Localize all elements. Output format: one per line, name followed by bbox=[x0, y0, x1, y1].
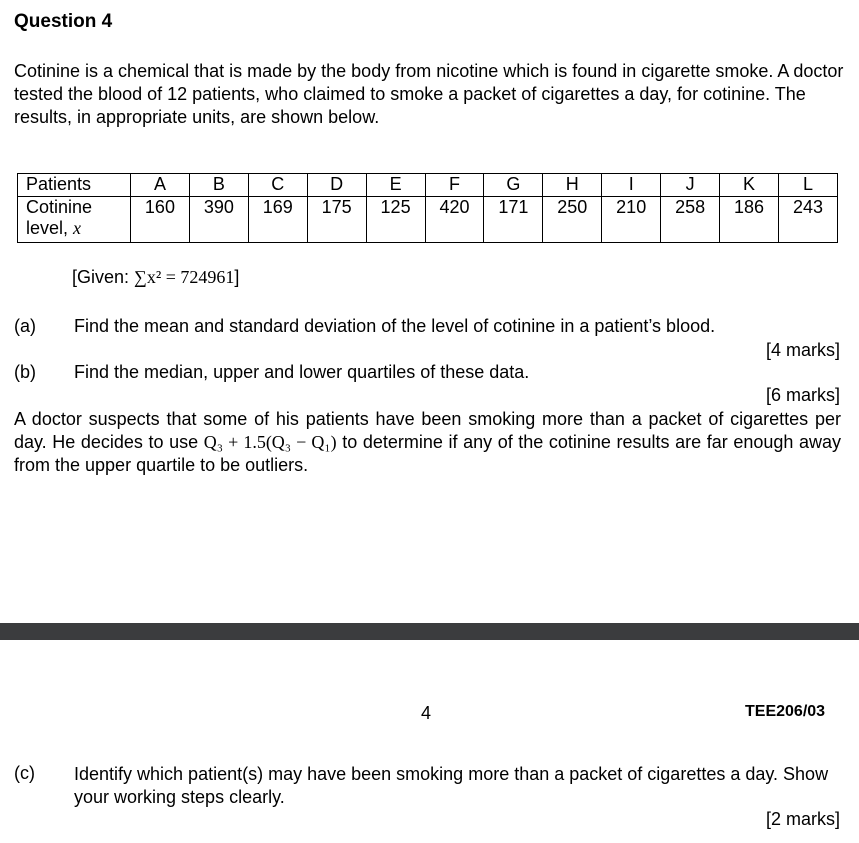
level-cell: 125 bbox=[366, 197, 425, 243]
part-c-marks: [2 marks] bbox=[765, 809, 840, 829]
level-cell: 243 bbox=[778, 197, 837, 243]
patient-cell: H bbox=[543, 174, 602, 197]
patient-cell: B bbox=[189, 174, 248, 197]
level-cell: 169 bbox=[248, 197, 307, 243]
part-a-text: Find the mean and standard deviation of the level of cotinine in a patient’s blood. bbox=[74, 316, 716, 336]
level-cell: 175 bbox=[307, 197, 366, 243]
patient-cell: L bbox=[778, 174, 837, 197]
level-cell: 171 bbox=[484, 197, 543, 243]
part-b-label: (b) bbox=[14, 362, 36, 382]
level-cell: 160 bbox=[131, 197, 190, 243]
level-cell: 250 bbox=[543, 197, 602, 243]
patient-cell: A bbox=[131, 174, 190, 197]
part-c-label: (c) bbox=[14, 763, 35, 783]
cotinine-table bbox=[17, 173, 838, 243]
given-suffix: ] bbox=[234, 267, 240, 287]
intro-paragraph: Cotinine is a chemical that is made by the body from nicotine which is found in cigarette smoke. A doctor tested the blood of 12 patients, who claimed to smoke a packet of cigarettes a day, for cotinine. The results, in appropriate units, are shown below. bbox=[14, 61, 844, 127]
given-prefix: [Given: bbox=[72, 267, 135, 287]
outlier-paragraph bbox=[14, 408, 841, 477]
patient-cell: K bbox=[720, 174, 779, 197]
paragraph-before: A doctor suspects that some of his patients have been smoking more than a packet of cigarettes per day. He decides to use bbox=[14, 409, 841, 452]
patient-cell: I bbox=[602, 174, 661, 197]
patient-cell: G bbox=[484, 174, 543, 197]
cotinine-header bbox=[18, 197, 131, 243]
page-number: 4 bbox=[421, 703, 432, 723]
outlier-formula: Q₃ + 1.5(Q₃ − Q₁) bbox=[203, 432, 337, 452]
cotinine-row bbox=[18, 197, 838, 243]
paragraph-after: to determine if any of the cotinine results are far enough away from the upper quartile to be outliers. bbox=[14, 432, 841, 475]
patient-cell: F bbox=[425, 174, 484, 197]
course-code: TEE206/03 bbox=[745, 703, 826, 720]
patient-cell: D bbox=[307, 174, 366, 197]
level-cell: 210 bbox=[602, 197, 661, 243]
cotinine-header-text: Cotinine level, bbox=[26, 197, 93, 238]
part-a-marks: [4 marks] bbox=[765, 340, 840, 360]
patients-header: Patients bbox=[18, 174, 131, 197]
part-b-marks: [6 marks] bbox=[765, 385, 840, 405]
patient-cell: E bbox=[366, 174, 425, 197]
given-formula: ∑x² = 724961 bbox=[134, 267, 235, 287]
level-cell: 186 bbox=[720, 197, 779, 243]
part-c-text: Identify which patient(s) may have been smoking more than a packet of cigarettes a day. Show your working steps clearly. bbox=[74, 764, 829, 807]
patients-row bbox=[18, 174, 838, 197]
given-statement bbox=[72, 267, 239, 288]
level-cell: 420 bbox=[425, 197, 484, 243]
patient-cell: C bbox=[248, 174, 307, 197]
part-b-text: Find the median, upper and lower quartiles of these data. bbox=[74, 362, 530, 382]
patient-cell: J bbox=[661, 174, 720, 197]
level-cell: 258 bbox=[661, 197, 720, 243]
question-title: Question 4 bbox=[14, 11, 113, 32]
part-a-label: (a) bbox=[14, 316, 36, 336]
page-divider bbox=[0, 623, 859, 640]
variable-x: x bbox=[73, 218, 82, 238]
level-cell: 390 bbox=[189, 197, 248, 243]
